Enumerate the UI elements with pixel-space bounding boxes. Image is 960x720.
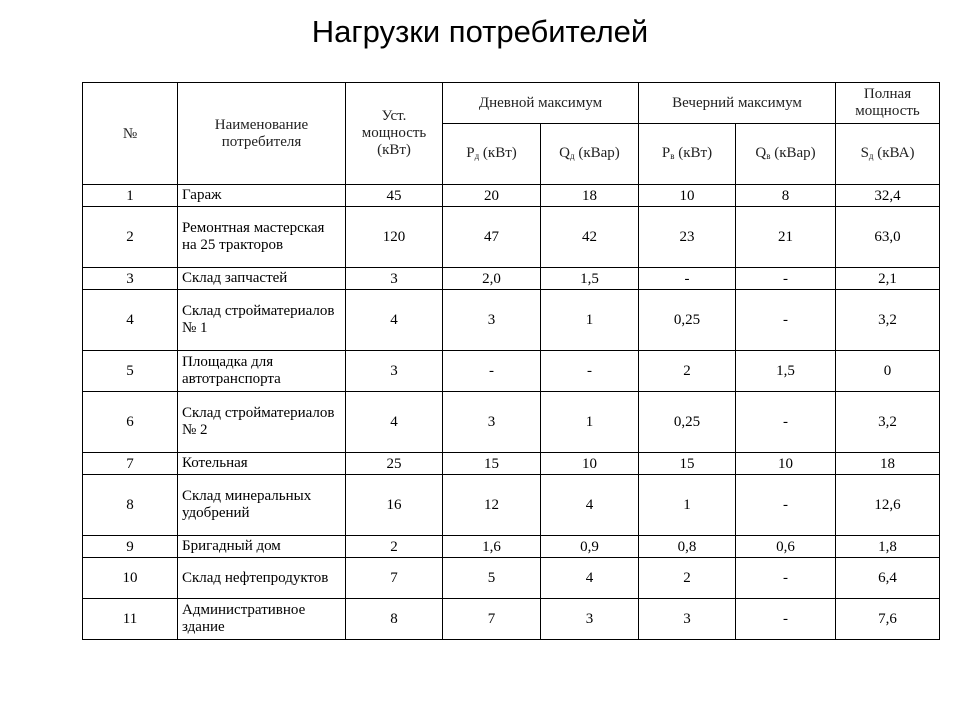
row-number: 7 — [83, 453, 178, 475]
q-evening-value: 0,6 — [736, 536, 836, 558]
installed-power-value: 4 — [346, 290, 443, 351]
header-installed-power: Уст. мощность (кВт) — [346, 83, 443, 185]
row-number: 11 — [83, 599, 178, 640]
q-day-value: 1 — [541, 290, 639, 351]
row-number: 1 — [83, 185, 178, 207]
header-day-maximum: Дневной максимум — [443, 83, 639, 124]
q-evening-value: 1,5 — [736, 351, 836, 392]
q-day-value: 18 — [541, 185, 639, 207]
consumer-name: Административное здание — [178, 599, 346, 640]
q-day-value: 3 — [541, 599, 639, 640]
consumer-name: Котельная — [178, 453, 346, 475]
s-day-value: 2,1 — [836, 268, 940, 290]
installed-power-value: 3 — [346, 351, 443, 392]
table-row — [83, 453, 940, 475]
p-evening-value: 0,8 — [639, 536, 736, 558]
p-day-value: 7 — [443, 599, 541, 640]
installed-power-value: 4 — [346, 392, 443, 453]
p-day-value: 3 — [443, 290, 541, 351]
p-day-value: 47 — [443, 207, 541, 268]
q-evening-value: 10 — [736, 453, 836, 475]
table-row — [83, 558, 940, 599]
s-day-value: 18 — [836, 453, 940, 475]
s-day-value: 63,0 — [836, 207, 940, 268]
p-day-value: 1,6 — [443, 536, 541, 558]
row-number: 3 — [83, 268, 178, 290]
p-evening-value: 0,25 — [639, 290, 736, 351]
p-day-value: 2,0 — [443, 268, 541, 290]
p-day-value: - — [443, 351, 541, 392]
header-p-day — [443, 124, 541, 185]
header-q-day-symbol: Q — [559, 144, 571, 161]
s-day-value: 3,2 — [836, 392, 940, 453]
header-s-day-symbol: S — [860, 144, 869, 161]
header-q-evening — [736, 124, 836, 185]
q-day-value: - — [541, 351, 639, 392]
table-row — [83, 392, 940, 453]
q-day-value: 4 — [541, 558, 639, 599]
consumer-name: Склад нефтепродуктов — [178, 558, 346, 599]
consumer-name: Склад стройматериалов № 2 — [178, 392, 346, 453]
installed-power-value: 2 — [346, 536, 443, 558]
row-number: 5 — [83, 351, 178, 392]
table-row — [83, 475, 940, 536]
header-row-groups — [83, 83, 940, 124]
header-p-evening — [639, 124, 736, 185]
p-day-value: 3 — [443, 392, 541, 453]
table-row — [83, 536, 940, 558]
header-p-evening-subscript: в — [670, 150, 675, 161]
p-evening-value: 1 — [639, 475, 736, 536]
q-day-value: 10 — [541, 453, 639, 475]
table-row — [83, 268, 940, 290]
q-day-value: 42 — [541, 207, 639, 268]
header-q-day-unit: (кВар) — [578, 144, 620, 161]
table-row — [83, 290, 940, 351]
p-day-value: 12 — [443, 475, 541, 536]
header-s-day-subscript: д — [868, 150, 874, 161]
table-row — [83, 599, 940, 640]
consumer-name: Бригадный дом — [178, 536, 346, 558]
header-number: № — [83, 83, 178, 185]
table-row — [83, 185, 940, 207]
header-consumer-name: Наименование потребителя — [178, 83, 346, 185]
q-evening-value: - — [736, 475, 836, 536]
header-p-day-symbol: P — [466, 144, 475, 161]
installed-power-value: 3 — [346, 268, 443, 290]
s-day-value: 0 — [836, 351, 940, 392]
header-p-evening-symbol: P — [661, 144, 671, 161]
installed-power-value: 8 — [346, 599, 443, 640]
q-day-value: 1,5 — [541, 268, 639, 290]
p-evening-value: 15 — [639, 453, 736, 475]
installed-power-value: 7 — [346, 558, 443, 599]
header-evening-maximum: Вечерний максимум — [639, 83, 836, 124]
s-day-value: 7,6 — [836, 599, 940, 640]
p-day-value: 5 — [443, 558, 541, 599]
q-day-value: 1 — [541, 392, 639, 453]
table-row — [83, 207, 940, 268]
q-evening-value: - — [736, 392, 836, 453]
q-day-value: 4 — [541, 475, 639, 536]
s-day-value: 1,8 — [836, 536, 940, 558]
consumer-name: Ремонтная мастерская на 25 тракторов — [178, 207, 346, 268]
installed-power-value: 25 — [346, 453, 443, 475]
p-evening-value: 23 — [639, 207, 736, 268]
q-evening-value: - — [736, 558, 836, 599]
s-day-value: 12,6 — [836, 475, 940, 536]
consumer-name: Площадка для автотранспорта — [178, 351, 346, 392]
header-q-evening-subscript: в — [766, 150, 771, 161]
p-day-value: 20 — [443, 185, 541, 207]
installed-power-value: 120 — [346, 207, 443, 268]
p-evening-value: 0,25 — [639, 392, 736, 453]
row-number: 2 — [83, 207, 178, 268]
row-number: 10 — [83, 558, 178, 599]
p-evening-value: 2 — [639, 351, 736, 392]
s-day-value: 32,4 — [836, 185, 940, 207]
p-day-value: 15 — [443, 453, 541, 475]
p-evening-value: - — [639, 268, 736, 290]
header-s-day — [836, 124, 940, 185]
header-p-day-subscript: д — [474, 150, 480, 161]
header-q-day — [541, 124, 639, 185]
s-day-value: 3,2 — [836, 290, 940, 351]
p-evening-value: 3 — [639, 599, 736, 640]
row-number: 6 — [83, 392, 178, 453]
q-evening-value: - — [736, 268, 836, 290]
p-evening-value: 2 — [639, 558, 736, 599]
s-day-value: 6,4 — [836, 558, 940, 599]
consumer-name: Склад запчастей — [178, 268, 346, 290]
consumer-loads-table — [82, 82, 940, 640]
p-evening-value: 10 — [639, 185, 736, 207]
header-q-evening-symbol: Q — [755, 144, 767, 161]
q-evening-value: - — [736, 290, 836, 351]
row-number: 8 — [83, 475, 178, 536]
header-p-day-unit: (кВт) — [482, 144, 517, 161]
consumer-name: Гараж — [178, 185, 346, 207]
consumer-name: Склад стройматериалов № 1 — [178, 290, 346, 351]
q-evening-value: 8 — [736, 185, 836, 207]
consumer-name: Склад минеральных удобрений — [178, 475, 346, 536]
table-row — [83, 351, 940, 392]
page-title: Нагрузки потребителей — [311, 14, 649, 49]
installed-power-value: 16 — [346, 475, 443, 536]
q-evening-value: 21 — [736, 207, 836, 268]
row-number: 9 — [83, 536, 178, 558]
q-day-value: 0,9 — [541, 536, 639, 558]
q-evening-value: - — [736, 599, 836, 640]
row-number: 4 — [83, 290, 178, 351]
header-s-day-unit: (кВА) — [877, 144, 915, 161]
installed-power-value: 45 — [346, 185, 443, 207]
header-q-evening-unit: (кВар) — [774, 144, 816, 161]
header-full-power: Полная мощность — [836, 83, 940, 124]
header-q-day-subscript: д — [570, 150, 575, 161]
header-p-evening-unit: (кВт) — [678, 144, 713, 161]
